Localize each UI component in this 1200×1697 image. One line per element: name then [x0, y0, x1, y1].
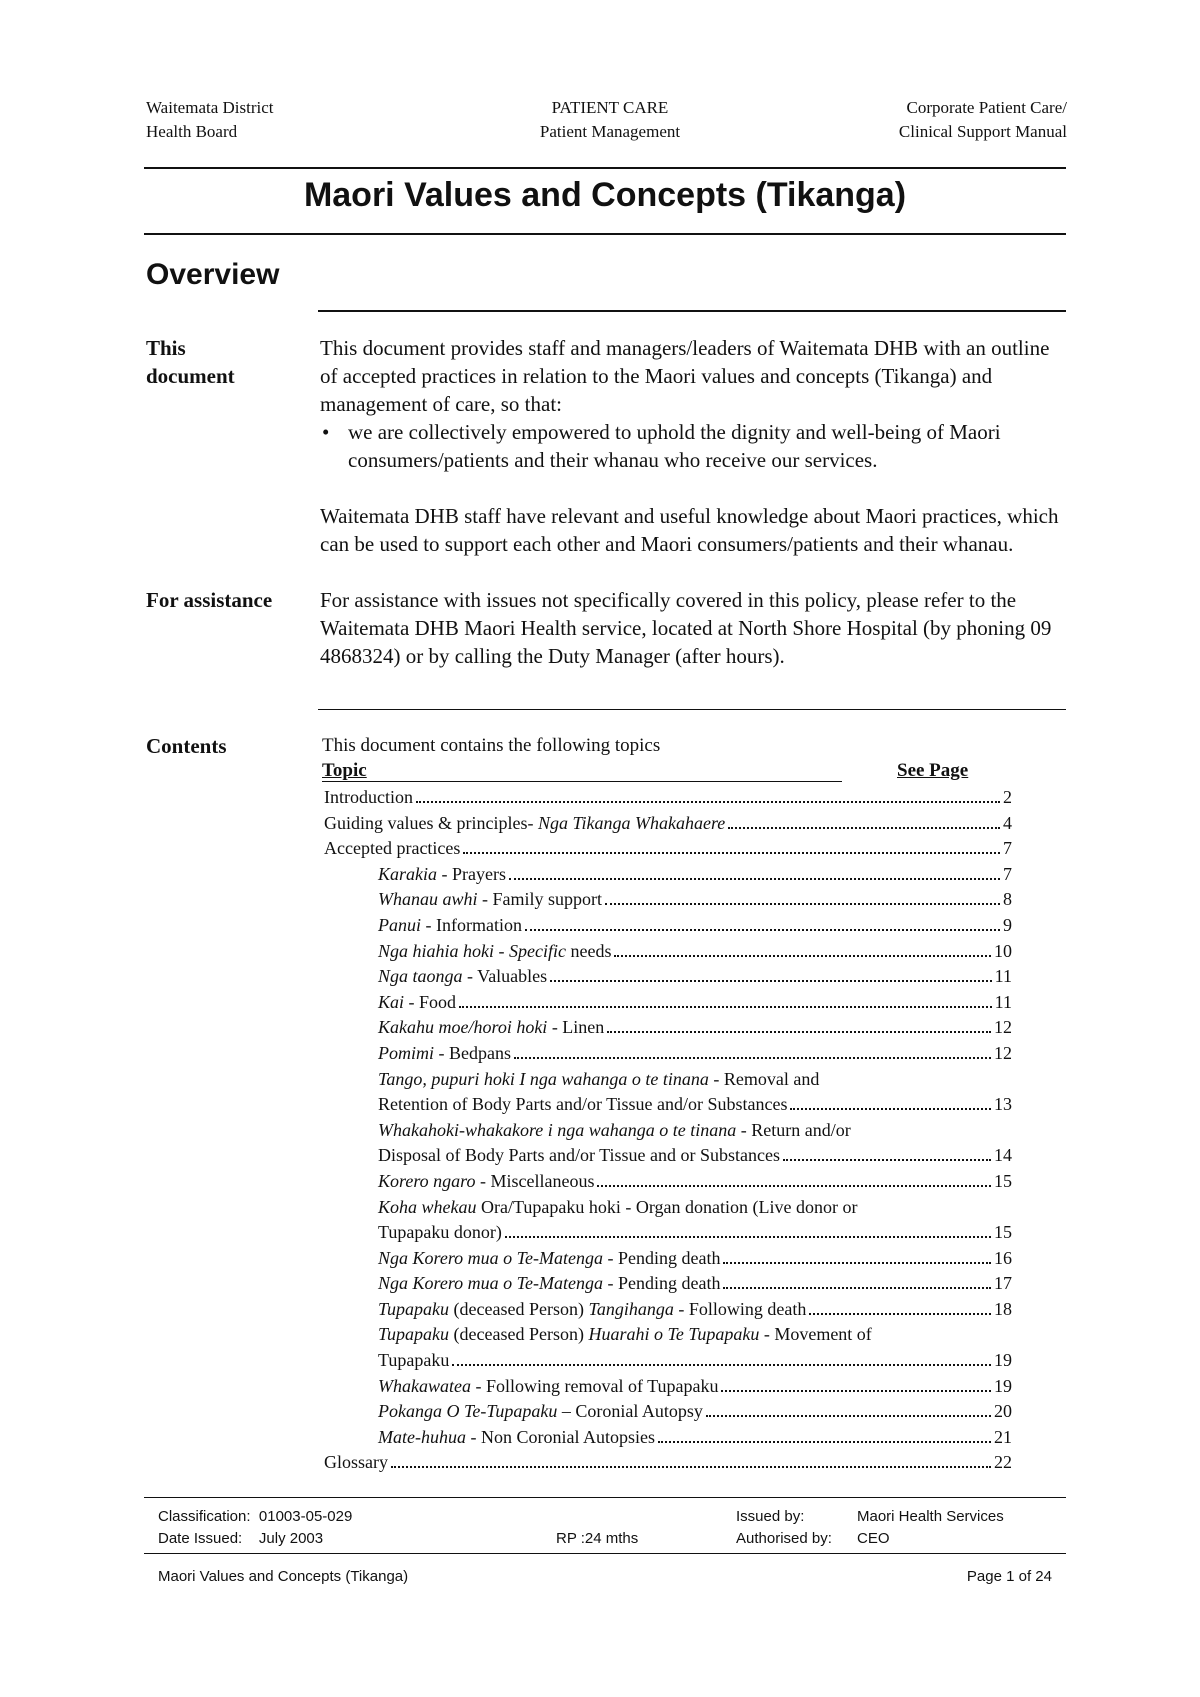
table-of-contents — [324, 785, 1012, 1476]
toc-row[interactable] — [324, 1399, 1012, 1425]
toc-topic-maori: Korero ngaro — [378, 1170, 476, 1191]
toc-page-number: 12 — [994, 1042, 1012, 1063]
toc-topic — [378, 1297, 806, 1323]
toc-dot-leader — [463, 852, 1000, 854]
toc-topic — [378, 1246, 720, 1272]
toc-topic-maori: Nga taonga — [378, 966, 463, 987]
toc-dot-leader — [597, 1185, 991, 1187]
toc-topic-maori: Tupapaku — [378, 1298, 450, 1319]
toc-row[interactable] — [324, 1220, 1012, 1246]
classification-value: 01003-05-029 — [258, 1508, 353, 1525]
toc-row-first-line[interactable] — [324, 1118, 1012, 1144]
toc-topic-text: – Coronial Autopsy — [557, 1401, 703, 1422]
issued-by-label: Issued by: — [736, 1508, 805, 1525]
toc-dot-leader — [525, 929, 1000, 931]
toc-row[interactable] — [324, 1450, 1012, 1476]
this-document-body2 — [320, 502, 1065, 558]
header-center — [520, 96, 700, 144]
toc-page-number: 7 — [1003, 838, 1012, 859]
this-document-body — [320, 334, 1065, 474]
toc-page-number: 15 — [994, 1170, 1012, 1191]
toc-topic — [324, 1450, 388, 1476]
header-subcategory: Patient Management — [539, 122, 681, 141]
toc-row[interactable] — [324, 964, 1012, 990]
toc-row-first-line[interactable] — [324, 1195, 1012, 1221]
review-period: RP :24 mths — [556, 1530, 639, 1547]
toc-topic-text: - Information — [421, 914, 522, 935]
toc-topic-maori: Tango, pupuri hoki I nga wahanga o te tinana — [378, 1068, 709, 1089]
toc-topic-maori: Panui — [378, 914, 421, 935]
toc-page-number: 20 — [994, 1401, 1012, 1422]
toc-dot-leader — [723, 1287, 991, 1289]
this-document-label — [146, 334, 235, 390]
toc-row[interactable] — [324, 811, 1012, 837]
toc-topic — [324, 836, 460, 862]
section-divider — [318, 310, 1066, 312]
toc-topic-continued: Tupapaku — [378, 1350, 450, 1371]
toc-topic-maori: Tupapaku — [378, 1324, 450, 1345]
toc-page-number: 7 — [1003, 863, 1012, 884]
assistance-paragraph: For assistance with issues not specifically covered in this policy, please refer to the Waitemata DHB Maori Health service, located at North Shore Hospital (by phoning 09 4868324) or by calling the Duty Manager (after hours). — [320, 588, 1052, 668]
assistance-label: For assistance — [146, 588, 273, 612]
toc-row[interactable] — [324, 913, 1012, 939]
toc-topic — [324, 785, 413, 811]
toc-topic-text: - Movement of — [759, 1324, 872, 1345]
toc-topic-maori: Whakahoki-whakakore i nga wahanga o te tinana — [378, 1119, 737, 1140]
toc-topic-text: - Non Coronial Autopsies — [465, 1426, 655, 1447]
toc-topic-text: Ora/Tupapaku hoki - Organ donation (Live donor or — [476, 1196, 858, 1217]
toc-page-number: 12 — [994, 1017, 1012, 1038]
toc-dot-leader — [790, 1108, 991, 1110]
toc-page-number: 18 — [994, 1298, 1012, 1319]
toc-topic-text: - Removal and — [708, 1068, 820, 1089]
header-left — [146, 96, 274, 144]
toc-topic-maori: Nga Korero mua o Te-Matenga — [378, 1247, 603, 1268]
toc-topic-text: needs — [565, 940, 612, 961]
toc-row[interactable] — [324, 939, 1012, 965]
toc-topic-maori: Koha whekau — [378, 1196, 477, 1217]
date-issued-value: July 2003 — [258, 1530, 324, 1547]
toc-row[interactable] — [324, 990, 1012, 1016]
toc-row[interactable] — [324, 887, 1012, 913]
toc-row[interactable] — [324, 1374, 1012, 1400]
toc-topic-text: - Return and/or — [736, 1119, 851, 1140]
toc-topic-text: - Bedpans — [434, 1042, 511, 1063]
toc-topic-maori: Karakia — [378, 863, 438, 884]
toc-dot-leader — [459, 1006, 992, 1008]
toc-topic — [378, 1425, 655, 1451]
toc-dot-leader — [509, 878, 1000, 880]
toc-row-first-line[interactable] — [324, 1067, 1012, 1093]
toc-dot-leader — [706, 1415, 991, 1417]
toc-topic-maori: Tangihanga — [588, 1298, 674, 1319]
header-divider — [144, 167, 1066, 169]
toc-row-first-line[interactable] — [324, 1322, 1012, 1348]
toc-page-number: 8 — [1003, 889, 1012, 910]
toc-topic — [378, 964, 547, 990]
toc-topic-maori: Kai — [378, 991, 405, 1012]
toc-topic — [378, 1324, 872, 1344]
toc-topic-maori: Kakahu moe/horoi hoki — [378, 1017, 548, 1038]
toc-dot-leader — [607, 1031, 991, 1033]
toc-page-number: 13 — [994, 1094, 1012, 1115]
toc-row[interactable] — [324, 1143, 1012, 1169]
toc-page-number: 11 — [994, 966, 1012, 987]
toc-topic — [378, 913, 522, 939]
toc-topic-text: - Following death — [673, 1298, 807, 1319]
page-title: Maori Values and Concepts (Tikanga) — [303, 176, 907, 214]
toc-topic-text: - Family support — [477, 889, 603, 910]
toc-row[interactable] — [324, 785, 1012, 811]
toc-topic — [378, 1015, 604, 1041]
toc-page-number: 15 — [994, 1222, 1012, 1243]
toc-topic-maori: Nga hiahia hoki - Specific — [378, 940, 566, 961]
toc-topic — [378, 939, 611, 965]
toc-topic-text: Guiding values & principles- — [324, 812, 538, 833]
toc-topic-text: - Linen — [547, 1017, 605, 1038]
toc-topic-continued: Retention of Body Parts and/or Tissue and/or Substances — [378, 1094, 788, 1115]
toc-page-number: 9 — [1003, 914, 1012, 935]
toc-page-header: See Page — [897, 760, 969, 781]
toc-topic-underline — [322, 781, 842, 782]
header-category: PATIENT CARE — [551, 98, 669, 117]
toc-dot-leader — [452, 1364, 991, 1366]
toc-topic-maori: Nga Korero mua o Te-Matenga — [378, 1273, 603, 1294]
toc-page-number: 22 — [994, 1452, 1012, 1473]
this-document-label-line1: This — [146, 336, 186, 360]
toc-dot-leader — [391, 1466, 991, 1468]
toc-row[interactable] — [324, 836, 1012, 862]
toc-dot-leader — [783, 1159, 991, 1161]
toc-dot-leader — [416, 801, 1000, 803]
date-issued-label: Date Issued: — [158, 1530, 243, 1547]
footer-left — [158, 1506, 352, 1550]
toc-row[interactable] — [324, 1348, 1012, 1374]
toc-dot-leader — [723, 1262, 991, 1264]
toc-topic-text: (deceased Person) — [449, 1324, 589, 1345]
toc-topic — [378, 1197, 857, 1217]
toc-topic-maori: Whakawatea — [378, 1375, 471, 1396]
toc-topic — [378, 862, 506, 888]
toc-topic-text: Accepted practices — [324, 838, 461, 859]
toc-dot-leader — [514, 1057, 991, 1059]
toc-topic-continued: Disposal of Body Parts and/or Tissue and or Substances — [378, 1145, 780, 1166]
section-title: Overview — [146, 258, 280, 291]
toc-topic — [378, 990, 456, 1016]
toc-topic-text: - Miscellaneous — [475, 1170, 595, 1191]
toc-topic-text: - Food — [404, 991, 457, 1012]
this-document-paragraph: This document provides staff and managers/leaders of Waitemata DHB with an outline of accepted practices in relation to the Maori values and concepts (Tikanga) and management of care, so that: — [320, 336, 1050, 416]
toc-topic — [378, 1374, 718, 1400]
toc-topic — [378, 1399, 703, 1425]
assistance-divider — [318, 709, 1066, 710]
toc-page-number: 19 — [994, 1375, 1012, 1396]
this-document-label-line2: document — [146, 364, 235, 388]
issued-by-value: Maori Health Services — [857, 1508, 1004, 1525]
assistance-body — [320, 586, 1065, 670]
toc-topic-text: - Pending death — [603, 1273, 721, 1294]
toc-page-number: 14 — [994, 1145, 1012, 1166]
toc-row[interactable] — [324, 1425, 1012, 1451]
contents-intro: This document contains the following topics — [322, 735, 661, 756]
footer-top-divider — [144, 1497, 1066, 1498]
toc-topic — [324, 811, 725, 837]
footer-bottom-divider — [144, 1553, 1066, 1554]
toc-topic-text: - Valuables — [462, 966, 548, 987]
header-org-line1: Waitemata District — [146, 98, 274, 117]
toc-dot-leader — [605, 903, 1000, 905]
toc-page-number: 4 — [1003, 812, 1012, 833]
toc-topic-text: Glossary — [324, 1452, 388, 1473]
toc-topic — [378, 1069, 819, 1089]
toc-topic — [378, 1169, 594, 1195]
toc-row[interactable] — [324, 1297, 1012, 1323]
toc-topic-header: Topic — [322, 760, 367, 781]
toc-topic — [378, 887, 602, 913]
header-manual-line2: Clinical Support Manual — [898, 122, 1067, 141]
toc-topic-text: (deceased Person) — [449, 1298, 589, 1319]
list-item — [320, 418, 1065, 474]
toc-page-number: 10 — [994, 940, 1012, 961]
toc-row[interactable] — [324, 1271, 1012, 1297]
toc-row[interactable] — [324, 862, 1012, 888]
toc-topic-maori: Pokanga O Te-Tupapaku — [378, 1401, 558, 1422]
title-divider — [144, 233, 1066, 235]
authorised-by-value: CEO — [857, 1530, 890, 1547]
toc-row[interactable] — [324, 1246, 1012, 1272]
toc-dot-leader — [728, 827, 1000, 829]
toc-topic-maori: Huarahi o Te Tupapaku — [588, 1324, 760, 1345]
toc-topic-text: - Pending death — [603, 1247, 721, 1268]
this-document-paragraph2: Waitemata DHB staff have relevant and useful knowledge about Maori practices, which can be used to support each other and Maori consumers/patients and their whanau. — [320, 504, 1059, 556]
this-document-bullets — [320, 418, 1065, 474]
toc-topic-maori: Nga Tikanga Whakahaere — [537, 812, 726, 833]
toc-dot-leader — [809, 1313, 991, 1315]
toc-topic-text: - Prayers — [437, 863, 506, 884]
footer-labels — [736, 1506, 848, 1550]
toc-dot-leader — [614, 955, 991, 957]
toc-page-number: 17 — [994, 1273, 1012, 1294]
toc-row[interactable] — [324, 1169, 1012, 1195]
toc-row[interactable] — [324, 1015, 1012, 1041]
toc-topic-maori: Whanau awhi — [378, 889, 478, 910]
header-right — [899, 96, 1067, 144]
toc-page-number: 11 — [994, 991, 1012, 1012]
toc-row[interactable] — [324, 1041, 1012, 1067]
footer-values — [857, 1506, 1004, 1550]
classification-label: Classification: — [158, 1508, 251, 1525]
toc-topic — [378, 1041, 511, 1067]
toc-dot-leader — [721, 1390, 991, 1392]
toc-dot-leader — [658, 1441, 991, 1443]
toc-page-number: 19 — [994, 1350, 1012, 1371]
toc-page-number: 2 — [1003, 787, 1012, 807]
toc-topic — [378, 1271, 720, 1297]
toc-topic-text: - Following removal of Tupapaku — [470, 1375, 719, 1396]
toc-topic-maori: Pomimi — [378, 1042, 434, 1063]
bullet-icon: • — [322, 420, 330, 444]
header-org-line2: Health Board — [146, 122, 238, 141]
contents-label: Contents — [146, 734, 227, 758]
footer-page-number: Page 1 of 24 — [966, 1568, 1052, 1585]
bullet-text: we are collectively empowered to uphold the dignity and well-being of Maori consumers/patients and their whanau who receive our services. — [348, 420, 1001, 472]
toc-topic — [378, 1120, 851, 1140]
footer-document-name: Maori Values and Concepts (Tikanga) — [158, 1568, 409, 1585]
header-manual-line1: Corporate Patient Care/ — [906, 98, 1067, 117]
authorised-by-label: Authorised by: — [736, 1530, 832, 1547]
toc-topic-maori: Mate-huhua — [378, 1426, 466, 1447]
toc-topic-continued: Tupapaku donor) — [378, 1222, 502, 1243]
toc-dot-leader — [550, 980, 991, 982]
toc-page-number: 16 — [994, 1247, 1012, 1268]
toc-page-number: 21 — [994, 1426, 1012, 1447]
toc-row[interactable] — [324, 1092, 1012, 1118]
toc-topic-text: Introduction — [324, 787, 413, 807]
toc-dot-leader — [505, 1236, 991, 1238]
